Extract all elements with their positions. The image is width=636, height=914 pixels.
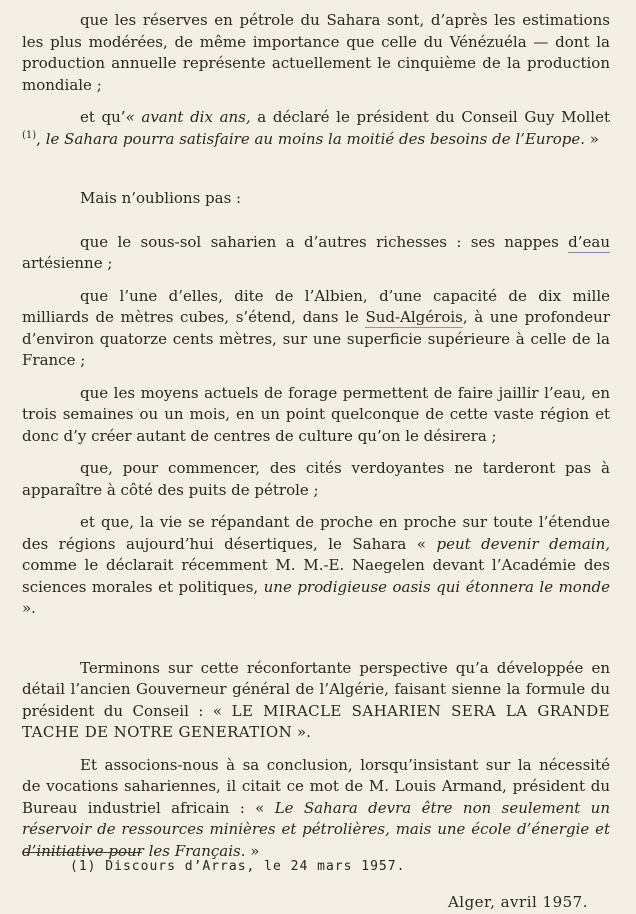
miracle-saharien-slogan: LE MIRACLE SAHARIEN SERA LA GRANDE TACHE DE NOTRE GENERATION — [22, 701, 610, 741]
footnote-reference: (1) — [22, 129, 37, 141]
paragraph-petrol-reserves: que les réserves en pétrole du Sahara sont, d’après les estimations les plus modérées, de même importance que celle du Vénézuéla — dont la production annuelle représente actuellement le cinquième de la production mondiale ; — [22, 11, 610, 94]
footnote-separator — [22, 852, 142, 853]
paragraph-drilling: que les moyens actuels de forage permettent de faire jaillir l’eau, en trois semaines ou un mois, en un point quelconque de cette vaste région et donc d’y créer autant de centres de culture qu’on le désirera ; — [22, 383, 610, 445]
paragraph-albien-aquifer: que l’une d’elles, dite de l’Albien, d’une capacité de dix mille milliards de mètres cubes, s’étend, dans le Sud-Algérois, à une profondeur d’environ quatorze cents mètres, sur une superficie supérieure à celle de la France ; — [22, 286, 611, 369]
paragraph-naegelen-quote: et que, la vie se répandant de proche en proche sur toute l’étendue des régions aujourd’hui désertiques, le Sahara « peut devenir demain, comme le déclarait récemment M. M.-E. Naegelen devant l’Académie des sciences morales et politiques, une prodigieuse oasis qui étonnera le monde ». — [22, 513, 610, 617]
footnote-text: (1) Discours d’Arras, le 24 mars 1957. — [70, 859, 406, 874]
paragraph-subsoil-water: que le sous-sol saharien a d’autres richesses : ses nappes d’eau artésienne ; — [22, 232, 610, 272]
handwritten-underline-sud-algerois: Sud-Algérois — [365, 308, 463, 326]
paragraph-green-cities: que, pour commencer, des cités verdoyantes ne tarderont pas à apparaître à côté des puits de pétrole ; — [22, 459, 610, 499]
handwritten-underline-eau: d’eau — [568, 232, 610, 251]
paragraph-miracle-saharien: Terminons sur cette réconfortante perspective qu’a développée en détail l’ancien Gouverneur général de l’Algérie, faisant sienne la formule du président du Conseil : « LE MIRACLE SAHARIEN SERA LA GRANDE TACHE DE NOTRE GENERATION ». — [22, 658, 610, 741]
signature-place-date: Alger, avril 1957. — [447, 893, 588, 911]
paragraph-mais-oublions: Mais n’oublions pas : — [80, 189, 242, 207]
paragraph-guy-mollet-quote: et qu’« avant dix ans, a déclaré le président du Conseil Guy Mollet $^{(1)}$, le Sahara pourra satisfaire au moins la moitié des besoins de l’Europe. » — [22, 108, 610, 148]
paragraph-louis-armand: Et associons-nous à sa conclusion, lorsqu’insistant sur la nécessité de vocations sahariennes, il citait ce mot de M. Louis Armand, président du Bureau industriel africain : « Le Sahara devra être non seulement un réservoir de ressources minières et pétrolières, mais une école d’énergie et d’initiative pour les Français. » — [22, 755, 610, 860]
